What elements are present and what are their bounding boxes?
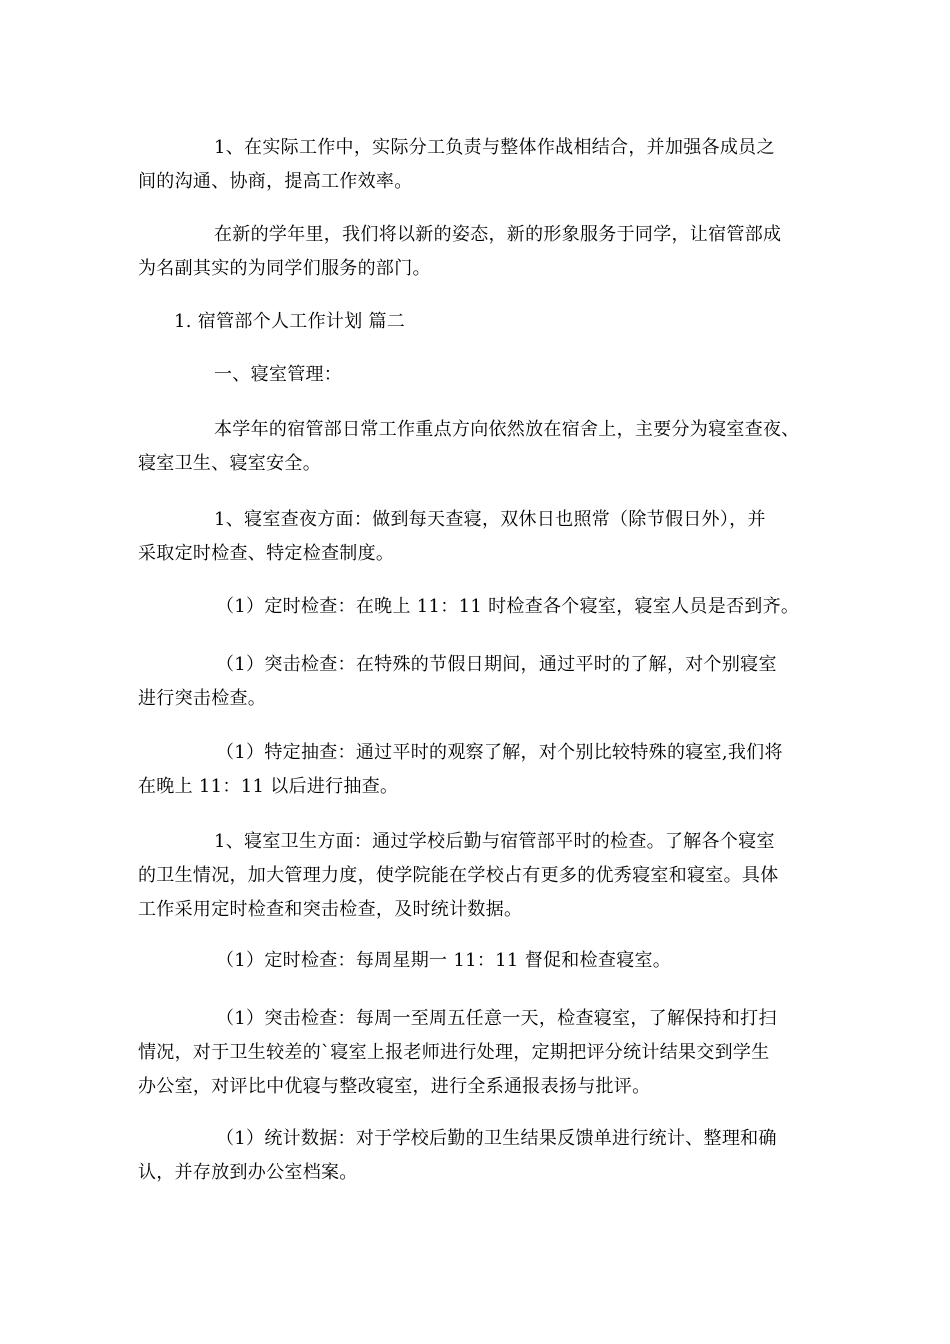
paragraph-new-year [138, 218, 828, 286]
text-line: 1、在实际工作中，实际分工负责与整体作战相结合，并加强各成员之 [214, 137, 775, 158]
text-line: 寝室卫生、寝室安全。 [138, 453, 321, 474]
paragraph-statistics [138, 1122, 828, 1190]
text-line: （1）定时检查：在晚上 11：11 时检查各个寝室，寝室人员是否到齐。 [216, 596, 800, 617]
paragraph-random-check [138, 1002, 828, 1104]
text-line: 工作采用定时检查和突击检查，及时统计数据。 [138, 899, 523, 920]
paragraph-special-spotcheck [138, 736, 828, 804]
text-line: 在新的学年里，我们将以新的姿态，新的形象服务于同学，让宿管部成 [214, 224, 782, 245]
subsection-title: 一、寝室管理： [214, 364, 343, 385]
text-line: 为名副其实的为同学们服务的部门。 [138, 258, 431, 279]
text-line: （1）突击检查：在特殊的节假日期间，通过平时的了解，对个别寝室 [216, 654, 777, 675]
subsection-heading [138, 358, 828, 392]
text-line: （1）特定抽查：通过平时的观察了解，对个别比较特殊的寝室,我们将 [216, 742, 783, 763]
paragraph-scheduled-check [138, 590, 828, 624]
section-title: 1. 宿管部个人工作计划 篇二 [174, 311, 406, 332]
text-line: （1）突击检查：每周一至周五任意一天，检查寝室，了解保持和打扫 [216, 1008, 777, 1029]
paragraph-hygiene [138, 825, 828, 927]
text-line: 办公室，对评比中优寝与整改寝室，进行全系通报表扬与批评。 [138, 1076, 651, 1097]
text-line: 的卫生情况，加大管理力度，使学院能在学校占有更多的优秀寝室和寝室。具体 [138, 865, 779, 886]
paragraph-dorm-focus [138, 413, 828, 481]
text-line: 1、寝室查夜方面：做到每天查寝，双休日也照常（除节假日外），并 [214, 509, 766, 530]
text-line: 1、寝室卫生方面：通过学校后勤与宿管部平时的检查。了解各个寝室 [214, 831, 775, 852]
text-line: 情况，对于卫生较差的`寝室上报老师进行处理，定期把评分统计结果交到学生 [138, 1042, 770, 1063]
text-line: （1）定时检查：每周星期一 11：11 督促和检查寝室。 [216, 950, 672, 971]
text-line: 间的沟通、协商，提高工作效率。 [138, 171, 413, 192]
text-line: 认，并存放到办公室档案。 [138, 1162, 358, 1183]
paragraph-surprise-check [138, 648, 828, 716]
text-line: 采取定时检查、特定检查制度。 [138, 543, 395, 564]
text-line: 本学年的宿管部日常工作重点方向依然放在宿舍上，主要分为寝室查夜、 [214, 419, 800, 440]
text-line: （1）统计数据：对于学校后勤的卫生结果反馈单进行统计、整理和确 [216, 1128, 777, 1149]
paragraph-work-efficiency [138, 131, 828, 199]
text-line: 进行突击检查。 [138, 688, 267, 709]
paragraph-weekly-check [138, 944, 828, 978]
text-line: 在晚上 11：11 以后进行抽查。 [138, 776, 399, 797]
section-heading [138, 305, 828, 339]
paragraph-night-check [138, 503, 828, 571]
